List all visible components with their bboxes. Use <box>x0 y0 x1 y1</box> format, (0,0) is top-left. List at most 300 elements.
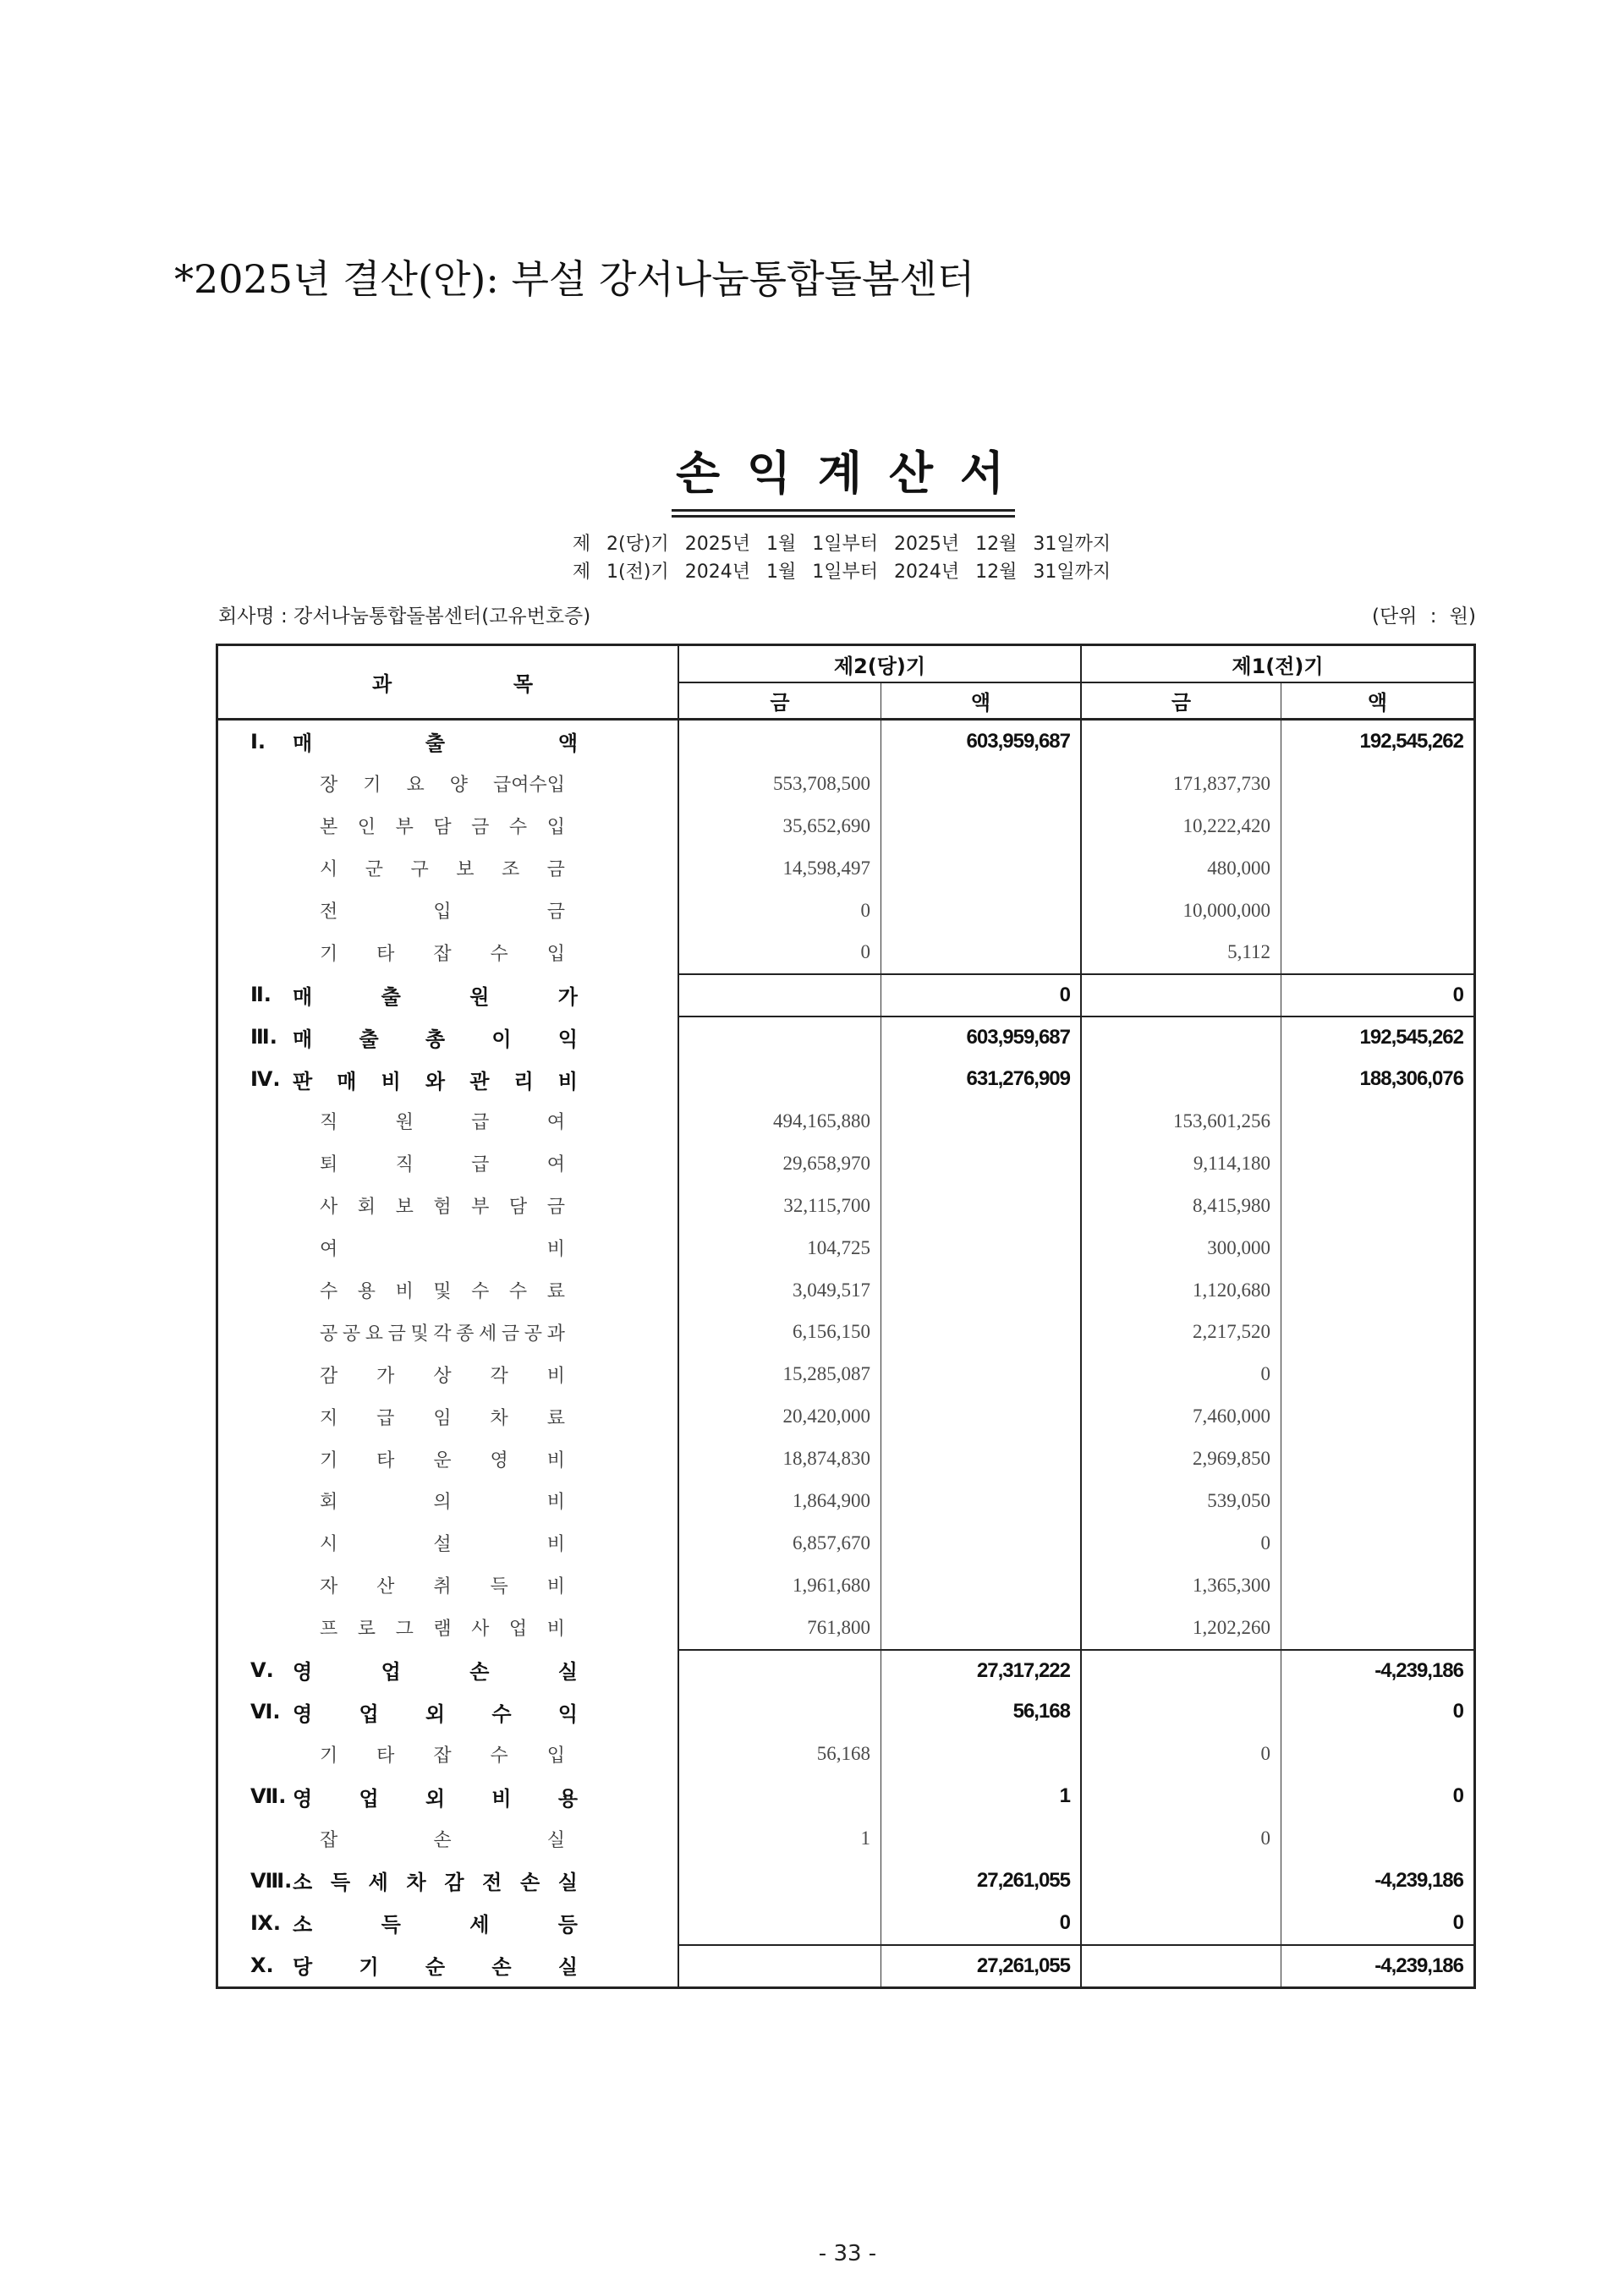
label-char: 사 <box>471 1619 490 1641</box>
prior-total-amount <box>1281 1522 1473 1564</box>
label-char: 차 <box>490 1407 508 1429</box>
current-total-amount <box>881 1480 1082 1522</box>
label-char: 직 <box>320 1112 338 1134</box>
label-char: 업 <box>359 1701 379 1726</box>
prior-total-amount <box>1281 890 1473 932</box>
label-char: 리 <box>513 1069 534 1093</box>
account-label <box>293 1058 578 1100</box>
account-cell <box>218 1143 679 1185</box>
prior-detail-amount: 1,120,680 <box>1082 1269 1281 1312</box>
label-char: 공 <box>320 1323 338 1345</box>
label-char: 출 <box>381 984 401 1009</box>
current-total-amount <box>881 1564 1082 1607</box>
label-char: 비 <box>546 1239 565 1261</box>
label-char: 금 <box>546 901 565 923</box>
statement-title <box>676 447 1004 501</box>
title-underline <box>672 509 1015 518</box>
label-char: 실 <box>557 1955 578 1980</box>
label-char: 손 <box>491 1955 512 1980</box>
label-char: 회 <box>357 1197 376 1219</box>
row-numeral: Ⅷ. <box>250 1868 293 1893</box>
label-char: 익 <box>557 1701 578 1726</box>
current-detail-amount: 35,652,690 <box>679 805 881 847</box>
current-detail-amount <box>679 1058 881 1100</box>
label-char: 장 <box>320 775 338 797</box>
row-numeral: Ⅸ. <box>250 1910 282 1935</box>
prior-detail-amount: 0 <box>1082 1817 1281 1860</box>
label-char: 득 <box>330 1871 351 1895</box>
current-detail-amount: 1 <box>679 1817 881 1860</box>
prior-total-amount: 0 <box>1452 1784 1463 1808</box>
account-label <box>320 763 565 805</box>
label-char: 회 <box>320 1492 338 1514</box>
label-char: 시 <box>320 1534 338 1556</box>
label-char: 취 <box>433 1576 452 1598</box>
current-detail-amount: 18,874,830 <box>679 1438 881 1480</box>
account-cell <box>218 1016 679 1058</box>
label-char: 담 <box>433 817 452 839</box>
current-detail-amount: 14,598,497 <box>679 847 881 890</box>
account-label <box>293 721 578 763</box>
prior-detail-amount: 2,217,520 <box>1082 1311 1281 1353</box>
label-char: 램 <box>433 1619 452 1641</box>
label-char: 비 <box>395 1281 414 1303</box>
prior-total-amount <box>1281 1395 1473 1438</box>
label-char: 당 <box>293 1955 313 1980</box>
account-label <box>320 1100 565 1143</box>
header-current-period: 제2(당)기 <box>679 646 1082 683</box>
current-detail-amount: 553,708,500 <box>679 763 881 805</box>
account-label <box>320 1353 565 1395</box>
current-detail-amount: 104,725 <box>679 1227 881 1269</box>
label-char: 업 <box>381 1660 401 1685</box>
label-char: 상 <box>433 1365 452 1387</box>
account-label <box>293 1016 578 1058</box>
prior-detail-amount <box>1082 1860 1281 1902</box>
prior-detail-amount <box>1082 1058 1281 1100</box>
label-char: 기 <box>320 1745 338 1767</box>
label-char: 양 <box>449 775 468 797</box>
label-char: 급여수입 <box>492 775 565 797</box>
label-char: 손 <box>519 1871 540 1895</box>
label-char: 산 <box>888 447 934 500</box>
label-char: 금 <box>546 859 565 881</box>
label-char: 감 <box>320 1365 338 1387</box>
current-total-amount: 603,959,687 <box>881 1016 1082 1058</box>
account-cell <box>218 1227 679 1269</box>
current-total-amount <box>881 1395 1082 1438</box>
label-char: 급 <box>376 1407 395 1429</box>
account-cell <box>218 805 679 847</box>
current-total-amount <box>881 1522 1082 1564</box>
account-label <box>320 1480 565 1522</box>
label-char: 임 <box>433 1407 452 1429</box>
label-char: 부 <box>471 1197 490 1219</box>
label-char: 비 <box>381 1069 401 1093</box>
account-label <box>320 1817 565 1860</box>
prior-total-amount <box>1281 1227 1473 1269</box>
prior-detail-amount: 9,114,180 <box>1082 1143 1281 1185</box>
prior-detail-amount: 539,050 <box>1082 1480 1281 1522</box>
account-cell <box>218 1733 679 1775</box>
current-total-amount <box>881 1311 1082 1353</box>
account-cell <box>218 973 679 1016</box>
prior-detail-amount <box>1082 1902 1281 1944</box>
period-prior: 제 1(전)기 2024년 1월 1일부터 2024년 12월 31일까지 <box>572 562 1111 583</box>
label-char: 부 <box>395 817 414 839</box>
prior-total-amount <box>1281 1269 1473 1312</box>
label-char: 계 <box>817 447 863 500</box>
header-account-label <box>372 646 533 718</box>
label-char: 수 <box>320 1281 338 1303</box>
current-detail-amount: 0 <box>679 931 881 973</box>
label-char: 용 <box>557 1786 578 1811</box>
label-char: 타 <box>376 1745 395 1767</box>
prior-detail-amount: 171,837,730 <box>1082 763 1281 805</box>
label-char: 로 <box>357 1619 376 1641</box>
label-char: 기 <box>320 943 338 965</box>
label-char: 급 <box>471 1154 490 1176</box>
current-detail-amount <box>679 973 881 1016</box>
label-char: 자 <box>320 1576 338 1598</box>
label-char: 비 <box>546 1492 565 1514</box>
label-char: 비 <box>546 1365 565 1387</box>
current-total-amount <box>881 1607 1082 1649</box>
account-cell <box>218 931 679 973</box>
row-numeral: Ⅱ. <box>250 983 272 1007</box>
label-char: 매 <box>293 984 313 1009</box>
label-char: 설 <box>433 1534 452 1556</box>
company-name: 회사명 : 강서나눔통합돌봄센터(고유번호증) <box>218 606 591 627</box>
label-char: 실 <box>557 1660 578 1685</box>
prior-detail-amount: 7,460,000 <box>1082 1395 1281 1438</box>
prior-detail-amount <box>1082 1690 1281 1733</box>
label-char: 손 <box>433 1829 452 1851</box>
label-char: 실 <box>557 1871 578 1895</box>
label-char: 시 <box>320 859 338 881</box>
current-total-amount <box>881 1817 1082 1860</box>
label-char: 비 <box>491 1786 512 1811</box>
account-cell <box>218 1185 679 1227</box>
label-char: 총 <box>425 1027 446 1051</box>
account-label <box>320 1311 565 1353</box>
account-label <box>320 890 565 932</box>
account-label <box>293 1690 578 1733</box>
header-account <box>218 646 679 721</box>
current-total-amount <box>881 805 1082 847</box>
label-char: 금 <box>471 817 490 839</box>
account-label <box>293 973 578 1016</box>
prior-detail-amount: 0 <box>1082 1522 1281 1564</box>
label-char: 익 <box>746 447 792 500</box>
current-detail-amount: 6,156,150 <box>679 1311 881 1353</box>
label-char: 원 <box>395 1112 414 1134</box>
current-total-amount <box>881 1185 1082 1227</box>
header-prior-period: 제1(전)기 <box>1082 646 1473 683</box>
label-char: 원 <box>469 984 490 1009</box>
label-char: 료 <box>546 1407 565 1429</box>
prior-total-amount <box>1281 1438 1473 1480</box>
label-char: 금 <box>501 1323 520 1345</box>
label-char: 보 <box>395 1197 414 1219</box>
label-char: 조 <box>501 859 520 881</box>
prior-detail-amount <box>1082 1649 1281 1691</box>
current-total-amount: 631,276,909 <box>881 1058 1082 1100</box>
account-cell <box>218 1860 679 1902</box>
current-detail-amount <box>679 1690 881 1733</box>
prior-total-amount <box>1281 763 1473 805</box>
label-char: 득 <box>381 1913 401 1937</box>
label-char: 세 <box>479 1323 497 1345</box>
label-char: 각 <box>490 1365 508 1387</box>
prior-total-amount <box>1281 805 1473 847</box>
label-char: 업 <box>359 1786 379 1811</box>
label-char: 군 <box>365 859 383 881</box>
label-char: 담 <box>508 1197 528 1219</box>
label-char: 산 <box>376 1576 395 1598</box>
label-char: 프 <box>320 1619 338 1641</box>
prior-total-amount: 0 <box>1452 1910 1463 1934</box>
label-char: 전 <box>320 901 338 923</box>
current-detail-amount: 1,961,680 <box>679 1564 881 1607</box>
prior-total-amount <box>1281 1100 1473 1143</box>
label-char: 기 <box>363 775 381 797</box>
label-char: 수 <box>508 1281 528 1303</box>
prior-total-amount <box>1281 1353 1473 1395</box>
prior-detail-amount <box>1082 1775 1281 1817</box>
label-char: 그 <box>395 1619 414 1641</box>
label-char: 득 <box>490 1576 508 1598</box>
period-current: 제 2(당)기 2025년 1월 1일부터 2025년 12월 31일까지 <box>572 534 1111 555</box>
prior-total-amount: 192,545,262 <box>1359 729 1463 753</box>
header-prior-amount-right: 액 <box>1281 683 1473 721</box>
current-detail-amount: 15,285,087 <box>679 1353 881 1395</box>
current-total-amount: 56,168 <box>881 1690 1082 1733</box>
label-char: 잡 <box>320 1829 338 1851</box>
label-char: 액 <box>557 732 578 756</box>
label-char: 실 <box>546 1829 565 1851</box>
label-char: 금 <box>546 1197 565 1219</box>
current-detail-amount <box>679 1775 881 1817</box>
current-detail-amount: 32,115,700 <box>679 1185 881 1227</box>
account-cell <box>218 1817 679 1860</box>
current-total-amount <box>881 1269 1082 1312</box>
header-current-amount-left: 금 <box>679 683 881 721</box>
current-detail-amount: 3,049,517 <box>679 1269 881 1312</box>
prior-detail-amount: 10,000,000 <box>1082 890 1281 932</box>
current-detail-amount <box>679 721 881 763</box>
current-total-amount <box>881 1143 1082 1185</box>
label-char: 서 <box>959 447 1004 500</box>
account-label <box>320 1564 565 1607</box>
label-char: 영 <box>293 1786 313 1811</box>
account-label <box>293 1902 578 1944</box>
current-total-amount: 603,959,687 <box>881 721 1082 763</box>
current-total-amount: 0 <box>881 973 1082 1016</box>
label-char: 영 <box>293 1660 313 1685</box>
account-cell <box>218 1649 679 1691</box>
account-cell <box>218 1690 679 1733</box>
account-cell <box>218 890 679 932</box>
prior-detail-amount <box>1082 721 1281 763</box>
current-detail-amount: 494,165,880 <box>679 1100 881 1143</box>
account-cell <box>218 1944 679 1986</box>
current-total-amount <box>881 1100 1082 1143</box>
prior-total-amount: 0 <box>1452 1700 1463 1723</box>
current-detail-amount <box>679 1902 881 1944</box>
prior-detail-amount: 10,222,420 <box>1082 805 1281 847</box>
account-cell <box>218 1058 679 1100</box>
account-label <box>320 1395 565 1438</box>
prior-detail-amount: 8,415,980 <box>1082 1185 1281 1227</box>
current-total-amount: 27,261,055 <box>881 1860 1082 1902</box>
label-char: 용 <box>357 1281 376 1303</box>
prior-detail-amount <box>1082 1016 1281 1058</box>
label-char: 비 <box>546 1576 565 1598</box>
current-total-amount <box>881 931 1082 973</box>
prior-total-amount <box>1281 1817 1473 1860</box>
current-total-amount <box>881 1227 1082 1269</box>
current-total-amount <box>881 763 1082 805</box>
label-char: 타 <box>376 1449 395 1471</box>
label-char: 수 <box>490 1745 508 1767</box>
label-char: 급 <box>471 1112 490 1134</box>
label-char: 의 <box>433 1492 452 1514</box>
label-char: 관 <box>469 1069 490 1093</box>
account-label <box>293 1860 578 1902</box>
label-char: 기 <box>320 1449 338 1471</box>
current-total-amount <box>881 890 1082 932</box>
prior-total-amount <box>1281 1480 1473 1522</box>
current-detail-amount <box>679 1016 881 1058</box>
account-cell <box>218 1902 679 1944</box>
label-char: 종 <box>456 1323 475 1345</box>
account-cell <box>218 1311 679 1353</box>
account-cell <box>218 1564 679 1607</box>
row-numeral: Ⅲ. <box>250 1025 277 1049</box>
label-char: 세 <box>368 1871 388 1895</box>
label-char: 익 <box>557 1027 578 1051</box>
label-char: 비 <box>546 1619 565 1641</box>
prior-detail-amount: 1,202,260 <box>1082 1607 1281 1649</box>
unit-label: (단위 : 원) <box>1372 606 1476 627</box>
label-char: 및 <box>410 1323 429 1345</box>
prior-total-amount <box>1281 931 1473 973</box>
account-label <box>320 847 565 890</box>
prior-total-amount: 192,545,262 <box>1281 1016 1473 1058</box>
current-total-amount: 0 <box>881 1902 1082 1944</box>
account-label <box>293 1775 578 1817</box>
account-cell <box>218 721 679 763</box>
account-label <box>320 1733 565 1775</box>
label-char: 직 <box>395 1154 414 1176</box>
prior-detail-amount: 5,112 <box>1082 931 1281 973</box>
label-char: 가 <box>557 984 578 1009</box>
label-char: 수 <box>491 1701 512 1726</box>
account-cell <box>218 1480 679 1522</box>
label-char: 판 <box>293 1069 313 1093</box>
current-total-amount <box>881 1733 1082 1775</box>
current-total-amount <box>881 847 1082 890</box>
account-cell <box>218 1607 679 1649</box>
prior-detail-amount: 480,000 <box>1082 847 1281 890</box>
row-numeral: Ⅳ. <box>250 1067 281 1092</box>
account-cell <box>218 1269 679 1312</box>
label-char: 잡 <box>433 943 452 965</box>
current-total-amount: 1 <box>881 1775 1082 1817</box>
account-label <box>320 1607 565 1649</box>
label-char: 과 <box>372 672 392 696</box>
current-detail-amount <box>679 1649 881 1691</box>
account-label <box>320 1522 565 1564</box>
account-cell <box>218 1353 679 1395</box>
label-char: 목 <box>513 672 533 696</box>
row-numeral: Ⅰ. <box>250 729 266 753</box>
label-char: 및 <box>433 1281 452 1303</box>
account-label <box>320 1438 565 1480</box>
prior-total-amount <box>1281 1564 1473 1607</box>
current-total-amount <box>881 1353 1082 1395</box>
label-char: 구 <box>410 859 429 881</box>
label-char: 지 <box>320 1407 338 1429</box>
label-char: 입 <box>546 1745 565 1767</box>
label-char: 각 <box>433 1323 452 1345</box>
label-char: 퇴 <box>320 1154 338 1176</box>
label-char: 사 <box>320 1197 338 1219</box>
label-char: 비 <box>546 1534 565 1556</box>
row-numeral: Ⅵ. <box>250 1700 281 1724</box>
label-char: 여 <box>320 1239 338 1261</box>
prior-total-amount <box>1281 1311 1473 1353</box>
label-char: 차 <box>406 1871 426 1895</box>
label-char: 여 <box>546 1112 565 1134</box>
prior-detail-amount <box>1082 973 1281 1016</box>
label-char: 가 <box>376 1365 395 1387</box>
current-total-amount: 27,317,222 <box>881 1649 1082 1691</box>
label-char: 험 <box>433 1197 452 1219</box>
account-label <box>320 1269 565 1312</box>
label-char: 비 <box>557 1069 578 1093</box>
account-cell <box>218 1395 679 1438</box>
label-char: 매 <box>337 1069 357 1093</box>
prior-total-amount: -4,239,186 <box>1281 1649 1473 1691</box>
row-numeral: Ⅶ. <box>250 1784 287 1809</box>
account-label <box>320 931 565 973</box>
label-char: 보 <box>456 859 475 881</box>
account-label <box>320 1227 565 1269</box>
income-statement-table <box>216 644 1476 1989</box>
current-detail-amount <box>679 1860 881 1902</box>
prior-detail-amount: 0 <box>1082 1353 1281 1395</box>
current-detail-amount: 1,864,900 <box>679 1480 881 1522</box>
row-numeral: Ⅴ. <box>250 1658 274 1682</box>
label-char: 영 <box>293 1701 313 1726</box>
label-char: 료 <box>546 1281 565 1303</box>
label-char: 등 <box>557 1913 578 1937</box>
current-detail-amount <box>679 1944 881 1986</box>
current-total-amount <box>881 1438 1082 1480</box>
label-char: 공 <box>342 1323 361 1345</box>
account-label <box>293 1944 578 1986</box>
current-detail-amount: 29,658,970 <box>679 1143 881 1185</box>
label-char: 인 <box>357 817 376 839</box>
label-char: 매 <box>293 1027 313 1051</box>
label-char: 세 <box>469 1913 490 1937</box>
prior-total-amount: -4,239,186 <box>1374 1868 1463 1892</box>
label-char: 잡 <box>433 1745 452 1767</box>
account-cell <box>218 763 679 805</box>
label-char: 금 <box>387 1323 406 1345</box>
